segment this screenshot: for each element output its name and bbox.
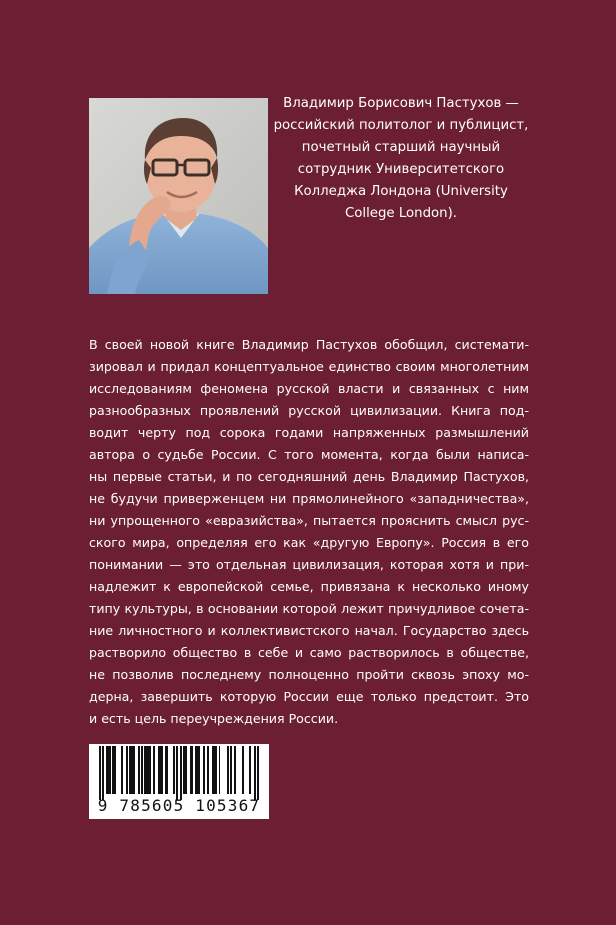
barcode-bar (176, 746, 178, 800)
barcode-bar (153, 746, 155, 794)
barcode-bar (99, 746, 101, 800)
barcode-bar (141, 746, 143, 794)
barcode-bars (99, 746, 259, 794)
barcode-bar (234, 746, 236, 794)
author-bio-line: College London). (345, 206, 457, 221)
author-bio-line: почетный старший научный (301, 140, 501, 155)
author-portrait-image (89, 98, 268, 294)
barcode-bar (138, 746, 140, 794)
description-line: ни упрощенного «евразийства», пытается прояснить смысл рус- (89, 513, 529, 528)
description-line: В своей новой книге Владимир Пастухов обобщил, системати- (89, 337, 529, 352)
barcode-bar (219, 746, 221, 794)
barcode-bar (126, 746, 128, 794)
barcode-bar (161, 746, 163, 794)
barcode-bar (133, 746, 135, 794)
barcode-bar (180, 746, 182, 800)
description-line: разнообразных проявлений русской цивилизации. Книга под- (89, 403, 529, 418)
author-bio (271, 93, 531, 225)
description-line: не позволив последнему полноценно пройти сквозь эпоху мо- (89, 667, 529, 682)
isbn-barcode (89, 744, 269, 819)
barcode-bar (173, 746, 175, 794)
barcode-bar (109, 746, 111, 794)
description-line: ны первые статьи, и по сегодняшний день Владимир Пастухов, (89, 469, 529, 484)
description-line: автора о судьбе России. С того момента, когда были написа- (89, 447, 529, 462)
barcode-bar (230, 746, 232, 794)
barcode-bar (249, 746, 251, 794)
description-line: растворило общество в себе и само растворилось в обществе, (89, 645, 529, 660)
barcode-bar (227, 746, 229, 794)
barcode-bar (185, 746, 187, 794)
author-photo (89, 98, 268, 294)
book-description (89, 334, 529, 730)
barcode-bar (203, 746, 205, 794)
author-bio-line: Колледжа Лондона (University (294, 184, 508, 199)
barcode-bar (242, 746, 244, 794)
author-bio-line: Владимир Борисович Пастухов — (283, 96, 519, 111)
description-line: дерна, завершить которую России еще только предстоит. Это (89, 689, 529, 704)
description-line: ние личностного и коллективистского начал. Государство здесь (89, 623, 529, 638)
barcode-bar (102, 746, 104, 800)
author-bio-line: российский политолог и публицист, (273, 118, 529, 133)
description-line: не будучи приверженцем ни прямолинейного «западничества», (89, 491, 529, 506)
description-line: и есть цель переучреждения России. (89, 711, 339, 726)
description-line: исследованиям феномена русской власти и связанных с ним (89, 381, 529, 396)
barcode-bar (114, 746, 116, 794)
barcode-bar (207, 746, 209, 794)
barcode-bar (215, 746, 217, 794)
barcode-number: 9 785605 105367 (97, 796, 261, 815)
description-line: типу культуры, в основании которой лежит причудливое сочета- (89, 601, 529, 616)
barcode-bar (257, 746, 259, 800)
barcode-bar (192, 746, 194, 794)
barcode-bar (150, 746, 152, 794)
description-line: водит черту под сорока годами напряженных размышлений (89, 425, 529, 440)
barcode-bar (254, 746, 256, 800)
author-bio-line: сотрудник Университетского (297, 162, 505, 177)
description-line: ского мира, определяя его как «другую Европу». Россия в его (89, 535, 529, 550)
barcode-bar (198, 746, 200, 794)
barcode-bar (166, 746, 168, 794)
barcode-bar (121, 746, 123, 794)
description-line: надлежит к европейской семье, привязана к несколько иному (89, 579, 529, 594)
description-line: зировал и придал концептуальное единство своим многолетним (89, 359, 529, 374)
description-line: понимании — это отдельная цивилизация, которая хотя и при- (89, 557, 529, 572)
